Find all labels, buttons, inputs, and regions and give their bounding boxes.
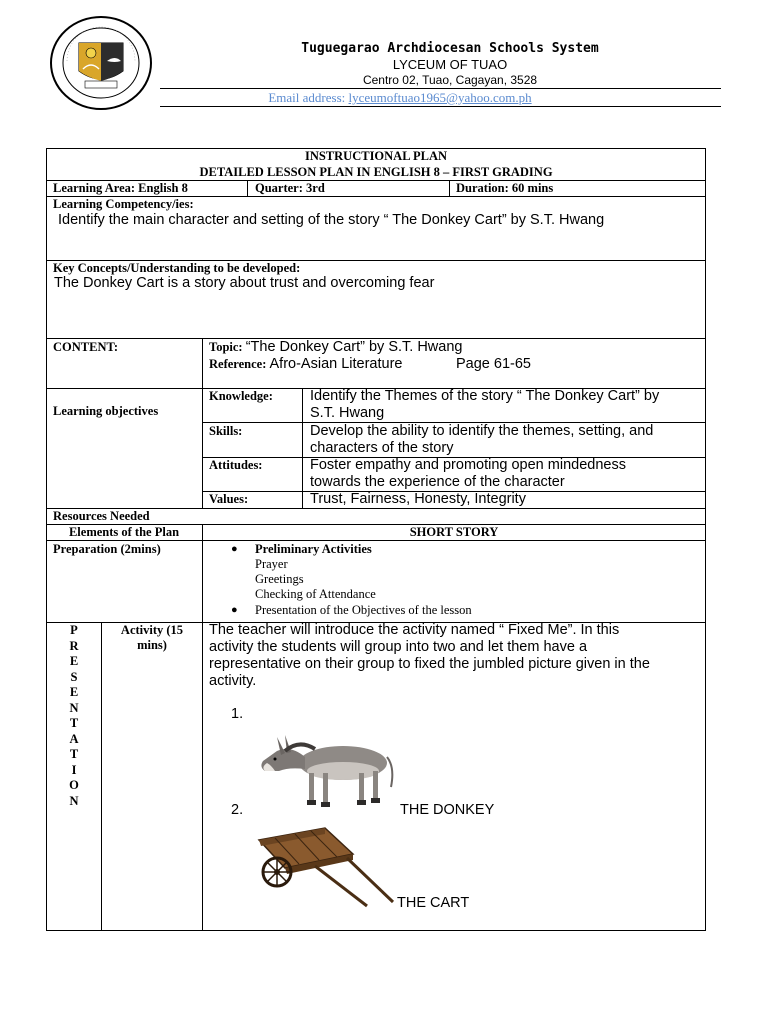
email-label: Email address: bbox=[268, 90, 346, 105]
presentation-vertical-label: P R E S E N T A T I O N bbox=[69, 623, 79, 808]
preparation-label: Preparation (2mins) bbox=[53, 542, 161, 556]
objectives-presentation: Presentation of the Objectives of the lesson bbox=[255, 603, 472, 617]
prelim-label: Preliminary Activities bbox=[255, 542, 372, 556]
attitudes-label: Attitudes: bbox=[209, 458, 263, 472]
item-number-2: 2. bbox=[231, 802, 244, 818]
school-email bbox=[150, 90, 650, 106]
topic bbox=[209, 339, 462, 356]
skills-label: Skills: bbox=[209, 424, 243, 438]
concepts-label: Key Concepts/Understanding to be developed: bbox=[53, 261, 301, 275]
knowledge-label: Knowledge: bbox=[209, 389, 273, 403]
header-rule-top bbox=[160, 88, 721, 89]
header-rule-bottom bbox=[160, 106, 721, 107]
learning-area: Learning Area: English 8 bbox=[53, 181, 188, 195]
short-story-label: SHORT STORY bbox=[409, 525, 499, 539]
skills-text-1: Develop the ability to identify the themes, setting, and bbox=[310, 423, 654, 439]
activity-line: activity the students will group into two and let them have a bbox=[209, 639, 588, 655]
topic-text: “The Donkey Cart” by S.T. Hwang bbox=[245, 339, 463, 355]
reference-page: Page 61-65 bbox=[456, 356, 531, 372]
values-label: Values: bbox=[209, 492, 249, 506]
reference-text: Afro-Asian Literature bbox=[269, 356, 403, 372]
competency-label: Learning Competency/ies: bbox=[53, 197, 194, 211]
cart-caption: THE CART bbox=[397, 895, 470, 911]
cart-image bbox=[255, 820, 397, 910]
item-number-1: 1. bbox=[231, 706, 244, 722]
plan-title: INSTRUCTIONAL PLAN bbox=[304, 149, 448, 163]
skills-text-2: characters of the story bbox=[310, 440, 454, 456]
reference-label: Reference: bbox=[209, 357, 267, 371]
activity-line: representative on their group to fixed the jumbled picture given in the bbox=[209, 656, 650, 672]
knowledge-text-2: S.T. Hwang bbox=[310, 405, 385, 421]
reference bbox=[209, 356, 402, 373]
resources-label: Resources Needed bbox=[53, 509, 150, 523]
donkey-image bbox=[255, 727, 403, 809]
donkey-caption: THE DONKEY bbox=[400, 802, 495, 818]
prelim-item: Prayer bbox=[255, 557, 288, 571]
bullet-icon: ● bbox=[231, 543, 238, 555]
prelim-item: Greetings bbox=[255, 572, 304, 586]
values-text: Trust, Fairness, Honesty, Integrity bbox=[310, 491, 526, 507]
prelim-item: Checking of Attendance bbox=[255, 587, 376, 601]
competency-text: Identify the main character and setting of the story “ The Donkey Cart” by S.T. Hwang bbox=[58, 212, 605, 228]
activity-line: activity. bbox=[209, 673, 257, 689]
objectives-label: Learning objectives bbox=[53, 404, 159, 418]
quarter: Quarter: 3rd bbox=[255, 181, 325, 195]
attitudes-text-1: Foster empathy and promoting open mindedness bbox=[310, 457, 626, 473]
plan-subtitle: DETAILED LESSON PLAN IN ENGLISH 8 – FIRST GRADING bbox=[199, 165, 553, 179]
school-address: Centro 02, Tuao, Cagayan, 3528 bbox=[362, 73, 538, 87]
elements-label: Elements of the Plan bbox=[68, 525, 180, 539]
email-link[interactable]: lyceumoftuao1965@yahoo.com.ph bbox=[348, 90, 532, 105]
activity-line: The teacher will introduce the activity named “ Fixed Me”. In this bbox=[209, 622, 620, 638]
topic-label: Topic: bbox=[209, 340, 243, 354]
school-seal-logo bbox=[49, 15, 153, 111]
bullet-icon: ● bbox=[231, 604, 238, 616]
concepts-text: The Donkey Cart is a story about trust and overcoming fear bbox=[54, 275, 435, 291]
activity-label: Activity (15 mins) bbox=[120, 623, 184, 652]
school-system-name: Tuguegarao Archdiocesan Schools System bbox=[301, 41, 599, 56]
duration: Duration: 60 mins bbox=[456, 181, 554, 195]
content-label: CONTENT: bbox=[53, 340, 119, 354]
knowledge-text-1: Identify the Themes of the story “ The Donkey Cart” by bbox=[310, 388, 660, 404]
attitudes-text-2: towards the experience of the character bbox=[310, 474, 565, 490]
school-name: LYCEUM OF TUAO bbox=[392, 57, 508, 72]
